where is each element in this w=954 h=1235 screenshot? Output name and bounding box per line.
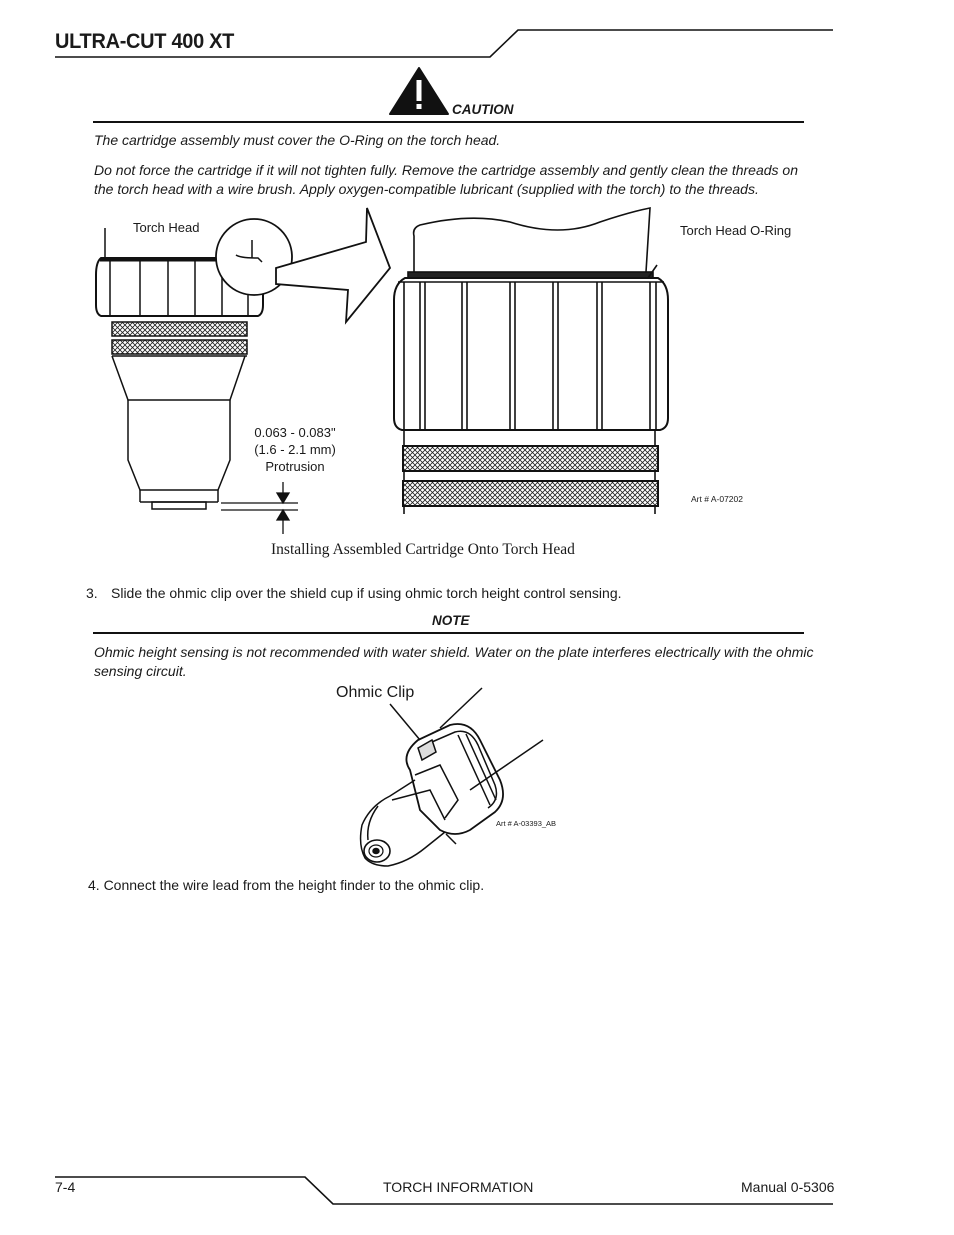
caution-text-2b: the torch head with a wire brush. Apply oxygen-compatible lubricant (supplied with the torch) to the threads. (94, 181, 759, 197)
footer-page-number: 7-4 (55, 1179, 76, 1195)
note-label: NOTE (432, 613, 470, 628)
caution-label: CAUTION (452, 102, 514, 117)
label-torch-head: Torch Head (133, 220, 200, 235)
page-header-title: ULTRA-CUT 400 XT (55, 30, 235, 53)
caution-text-2a: Do not force the cartridge if it will not tighten fully. Remove the cartridge assembly and gently clean the threads on (94, 162, 798, 178)
label-torch-head-oring: Torch Head O-Ring (680, 223, 792, 238)
caution-text-1: The cartridge assembly must cover the O-Ring on the torch head. (94, 132, 501, 148)
dimension-value-mm: (1.6 - 2.1 mm) (254, 442, 336, 457)
step-3-number: 3. (86, 585, 98, 601)
figure-caption: Installing Assembled Cartridge Onto Torch Head (271, 541, 575, 558)
art-number-1: Art # A-07202 (691, 494, 743, 504)
dimension-value-in: 0.063 - 0.083" (254, 425, 336, 440)
note-text-2: sensing circuit. (94, 663, 187, 679)
dimension-label: Protrusion (265, 459, 325, 474)
note-text-1: Ohmic height sensing is not recommended with water shield. Water on the plate interferes electrically with the ohmic (94, 644, 814, 660)
step-4-text: 4. Connect the wire lead from the height finder to the ohmic clip. (88, 877, 485, 893)
step-3-text: Slide the ohmic clip over the shield cup if using ohmic torch height control sensing. (111, 585, 622, 601)
footer-section-title: TORCH INFORMATION (383, 1179, 534, 1195)
art-number-2: Art # A-03393_AB (496, 819, 557, 828)
footer-manual-number: Manual 0-5306 (741, 1179, 835, 1195)
label-ohmic-clip: Ohmic Clip (336, 684, 415, 701)
